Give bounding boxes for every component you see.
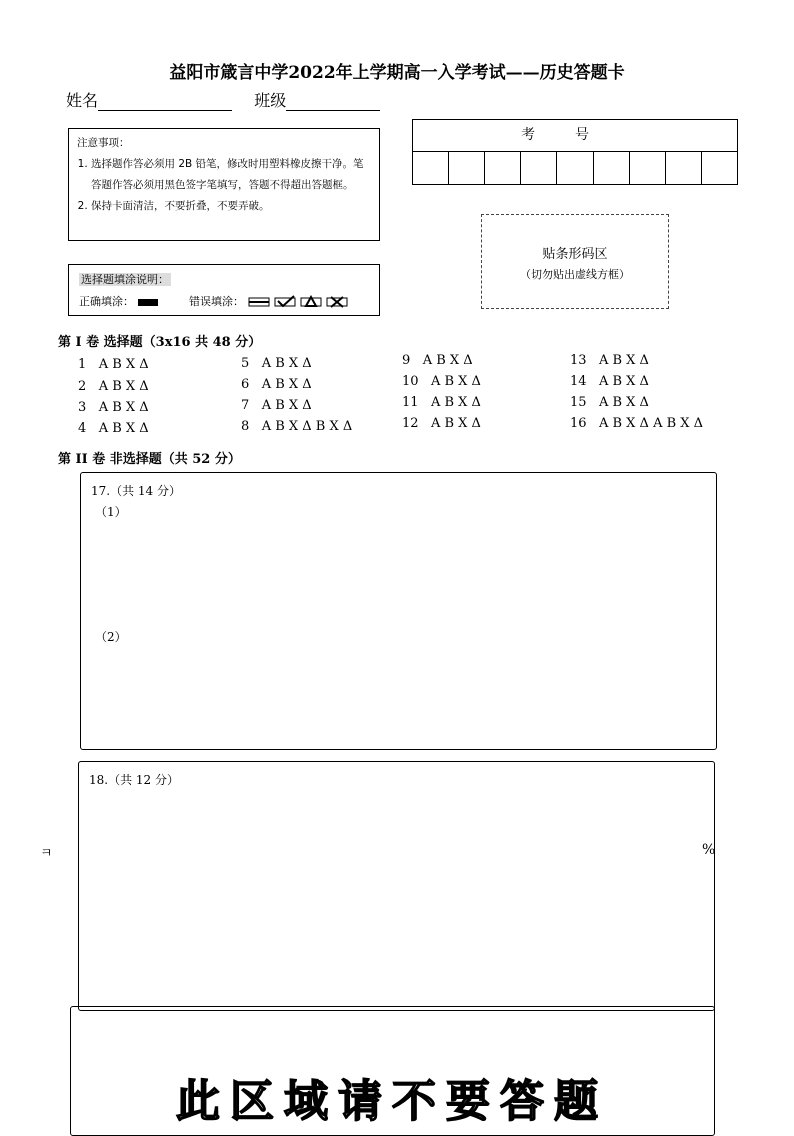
barcode-area <box>481 214 669 309</box>
q18-label: 18.（共 12 分） <box>89 773 179 787</box>
choice-question[interactable]: 6 A B X Δ <box>241 377 312 392</box>
notes-box <box>68 128 380 241</box>
exam-digit-cell[interactable] <box>449 152 485 185</box>
choice-question[interactable]: 10 A B X Δ <box>402 374 481 389</box>
exam-digit-cell[interactable] <box>413 152 449 185</box>
section2-title: 第 II 卷 非选择题（共 52 分） <box>58 452 241 467</box>
choice-question[interactable]: 5 A B X Δ <box>241 356 312 371</box>
q17-label: 17.（共 14 分） <box>91 484 181 498</box>
exam-digit-cell[interactable] <box>485 152 521 185</box>
q17-part2-label: （2） <box>95 630 127 644</box>
notes-item-2: 2. 保持卡面清洁，不要折叠，不要弄破。 <box>91 196 371 217</box>
class-label: 班级 <box>254 91 287 110</box>
correct-fill-label: 正确填涂： <box>79 295 134 308</box>
exam-digit-cell[interactable] <box>702 152 737 185</box>
choice-question[interactable]: 8 A B X Δ B X Δ <box>241 419 353 434</box>
exam-number-label: 考号 <box>413 120 737 152</box>
exam-digit-cell[interactable] <box>521 152 557 185</box>
page-title: 益阳市箴言中学2022年上学期高一入学考试——历史答题卡 <box>169 63 625 83</box>
no-answer-text: 此区域请不要答题 <box>176 1076 608 1127</box>
exam-digit-cell[interactable] <box>666 152 702 185</box>
wrong-fill-label: 错误填涂： <box>189 295 244 308</box>
exam-number-cells <box>413 152 737 185</box>
notes-item-1: 1. 选择题作答必须用 2B 铅笔，修改时用塑料橡皮擦干净。笔答题作答必须用黑色签字笔填写，答题不得超出答题框。 <box>91 154 371 196</box>
choice-question[interactable]: 9 A B X Δ <box>402 353 473 368</box>
name-label: 姓名 <box>66 91 99 110</box>
class-field[interactable] <box>286 92 380 111</box>
choice-question[interactable]: 11 A B X Δ <box>402 395 481 410</box>
exam-number-box <box>412 119 738 185</box>
wrong-fill-marks-icon <box>248 295 358 309</box>
choice-question[interactable]: 7 A B X Δ <box>241 398 312 413</box>
correct-fill-mark-icon <box>138 299 158 306</box>
student-info-row <box>66 88 380 111</box>
notes-heading: 注意事项： <box>77 137 130 149</box>
choice-question[interactable]: 2 A B X Δ <box>78 379 149 394</box>
q18-answer-box[interactable] <box>78 761 715 1011</box>
choice-question[interactable]: 3 A B X Δ <box>78 400 149 415</box>
choice-question[interactable]: 16 A B X Δ A B X Δ <box>570 416 704 431</box>
choice-question[interactable]: 12 A B X Δ <box>402 416 481 431</box>
choice-question[interactable]: 1 A B X Δ <box>78 357 149 372</box>
exam-digit-cell[interactable] <box>557 152 593 185</box>
fill-instructions-box <box>68 264 380 316</box>
q17-part1-label: （1） <box>95 505 127 519</box>
barcode-title: 贴条形码区 <box>542 247 608 262</box>
no-answer-area <box>70 1006 715 1136</box>
exam-digit-cell[interactable] <box>594 152 630 185</box>
q17-answer-box[interactable] <box>80 472 717 750</box>
choice-question[interactable]: 13 A B X Δ <box>570 353 649 368</box>
fill-heading: 选择题填涂说明： <box>81 273 169 286</box>
barcode-subtitle: （切勿贴出虚线方框） <box>520 268 630 281</box>
left-margin-mark: ㅋ <box>40 846 53 861</box>
right-margin-mark: % <box>702 842 716 858</box>
choice-question[interactable]: 14 A B X Δ <box>570 374 649 389</box>
choice-question[interactable]: 4 A B X Δ <box>78 421 149 436</box>
exam-digit-cell[interactable] <box>630 152 666 185</box>
name-field[interactable] <box>98 92 232 111</box>
choice-question[interactable]: 15 A B X Δ <box>570 395 649 410</box>
section1-title: 第 I 卷 选择题（3x16 共 48 分） <box>58 335 262 350</box>
